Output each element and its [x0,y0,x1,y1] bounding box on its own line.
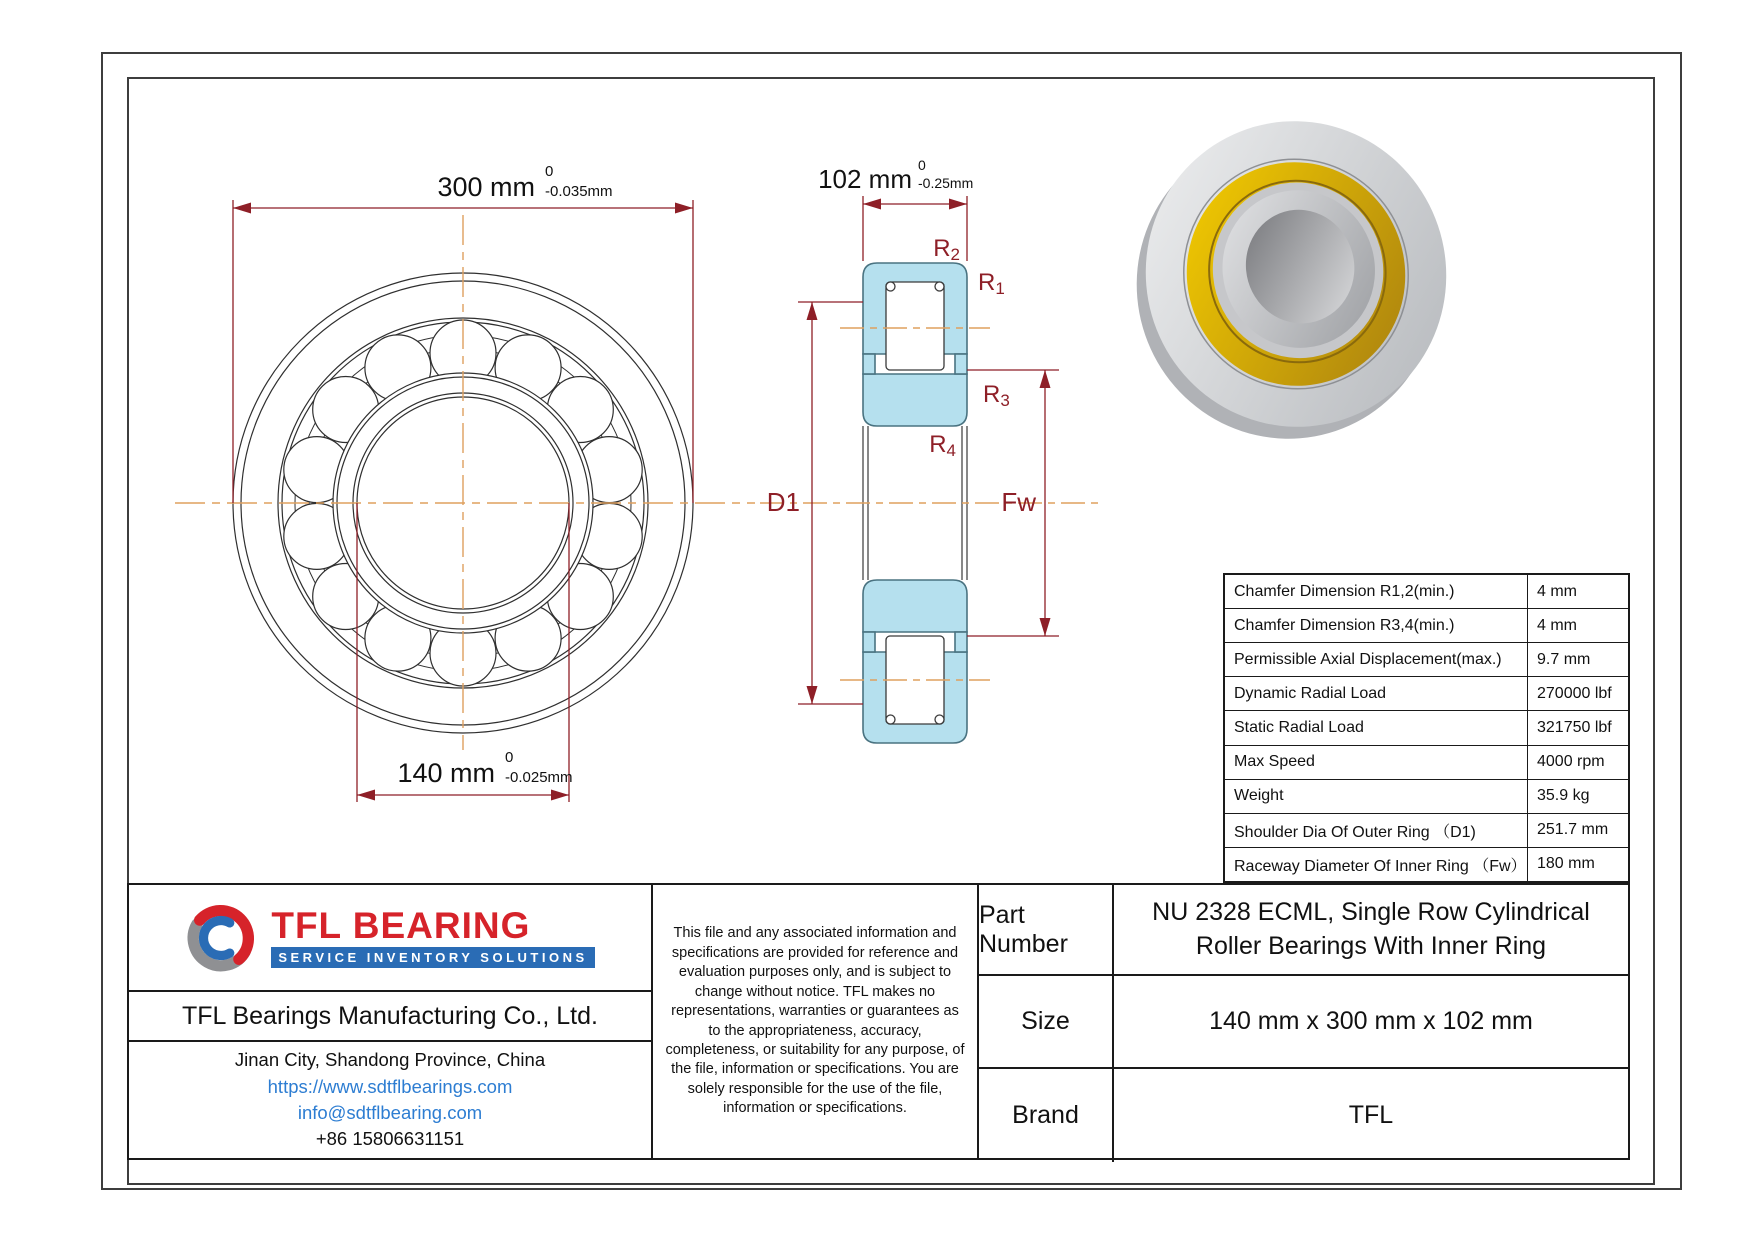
field-label-part-number: Part Number [979,885,1114,976]
table-row [1225,848,1628,881]
company-email-link[interactable]: info@sdtflbearing.com [297,1102,483,1123]
dim-bore-tol-upper: 0 [505,749,514,766]
spec-label: Chamfer Dimension R3,4(min.) [1225,609,1528,642]
company-website-link[interactable]: https://www.sdtflbearings.com [267,1075,513,1097]
specification-table [1223,573,1630,883]
dim-width-tol-upper: 0 [918,157,926,173]
logo-text-group [271,907,594,968]
r1-label: R1 [978,269,1005,298]
company-address: Jinan City, Shandong Province, China [234,1049,546,1071]
spec-value: 270000 lbf [1537,684,1612,702]
logo-title: TFL BEARING [271,905,531,946]
spec-label: Chamfer Dimension R1,2(min.) [1225,575,1528,608]
spec-label: Shoulder Dia Of Outer Ring （D1) [1225,814,1528,847]
spec-label: Static Radial Load [1225,711,1528,744]
spec-value: 4 mm [1537,582,1577,600]
company-logo-cell [129,885,653,992]
field-value-brand: TFL [1348,1100,1394,1129]
spec-value: 35.9 kg [1537,787,1590,805]
table-row [1225,711,1628,745]
dim-bore-tol-lower: -0.025mm [505,769,573,786]
spec-value: 9.7 mm [1537,650,1591,668]
logo-subtitle: SERVICE INVENTORY SOLUTIONS [271,947,594,968]
spec-value: 4000 rpm [1537,753,1605,771]
spec-value: 4 mm [1537,616,1577,634]
spec-value: 321750 lbf [1537,718,1612,736]
spec-label: Dynamic Radial Load [1225,677,1528,710]
field-value-size: 140 mm x 300 mm x 102 mm [1114,976,1628,1069]
bearing-3d-render [1128,82,1458,462]
company-address-cell [129,1042,653,1158]
spec-label: Max Speed [1225,746,1528,779]
table-row [1225,677,1628,711]
d1-label: D1 [766,487,800,517]
bearing-section-view-drawing [740,130,1120,750]
spec-value: 251.7 mm [1537,821,1609,839]
field-label-size: Size [979,976,1114,1069]
table-row [1225,643,1628,677]
dim-outer-tol-lower: -0.035mm [545,183,613,200]
table-row [1225,746,1628,780]
table-row [1225,814,1628,848]
dim-outer-value-label: 300 mm [437,172,535,202]
company-phone: +86 15806631151 [315,1128,465,1150]
spec-label: Weight [1225,780,1528,813]
table-row [1225,609,1628,643]
field-label-brand: Brand [979,1069,1114,1162]
fw-label: Fw [1001,487,1036,517]
table-row [1225,780,1628,814]
dim-bore-value-label: 140 mm [397,758,495,788]
field-value-part-number: NU 2328 ECML, Single Row Cylindrical Roller Bearings With Inner Ring [1114,885,1628,976]
table-row [1225,575,1628,609]
bearing-front-view-drawing [145,130,785,830]
dim-outer-tol-upper: 0 [545,163,554,180]
spec-value: 180 mm [1537,855,1595,873]
disclaimer-text: This file and any associated information and specifications are provided for reference and evaluation purposes only, and is subject to change without notice. TFL makes no representations, warranties or guarantees as to the appropriateness, accuracy, completeness, or suitability for any purpose, of the file, information or specifications. You are solely responsible for the use of the file, information or specifications. [653,885,979,1158]
dim-width-tol-lower: -0.25mm [918,175,974,191]
company-name: TFL Bearings Manufacturing Co., Ltd. [129,992,653,1042]
r3-label: R3 [983,381,1010,410]
r4-label: R4 [929,431,956,460]
spec-label: Permissible Axial Displacement(max.) [1225,643,1528,676]
spec-label: Raceway Diameter Of Inner Ring （Fw） [1225,848,1528,881]
r2-label: R2 [933,235,960,264]
dim-width-value-label: 102 mm [818,164,912,194]
title-block [127,883,1630,1160]
tfl-logo-icon [185,902,257,974]
